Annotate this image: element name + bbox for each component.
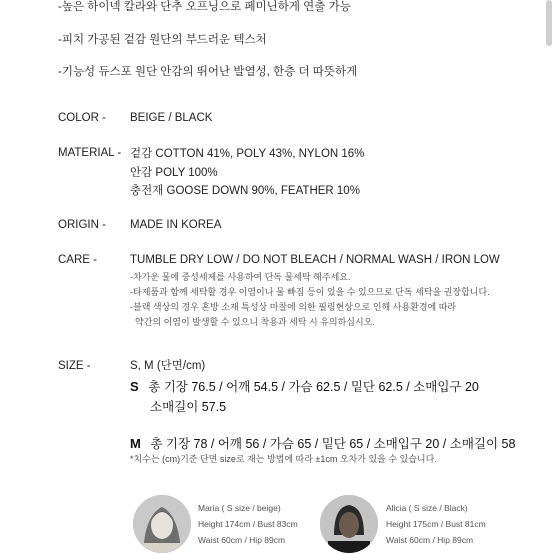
material-label: MATERIAL - (58, 147, 122, 159)
size-header: S, M (단면/cm) (130, 360, 206, 372)
color-value: BEIGE / BLACK (130, 112, 213, 124)
size-s-row (130, 377, 479, 395)
intro-line: -피치 가공된 겉감 원단의 부드러운 텍스처 (58, 34, 267, 46)
material-value (130, 145, 364, 201)
size-s-measurements: 총 기장 76.5 / 어깨 54.5 / 가슴 62.5 / 밑단 62.5 / 소매입구 20 (148, 380, 479, 394)
size-label: SIZE - (58, 360, 91, 372)
model-measurements: Height 175cm / Bust 81cm (386, 519, 486, 529)
care-note: -차가운 물에 중성세제를 사용하여 단독 물세탁 해주세요. (130, 272, 351, 282)
model-info-alicia (386, 500, 486, 548)
material-line: 안감 POLY 100% (130, 166, 218, 179)
model-photo-alicia (320, 495, 378, 553)
size-s-letter: S (130, 379, 139, 394)
material-line: 겉감 COTTON 41%, POLY 43%, NYLON 16% (130, 148, 365, 160)
model-info-maria (198, 500, 298, 548)
model-name: Maria ( S size / beige) (198, 503, 281, 513)
size-m-measurements: 총 기장 78 / 어깨 56 / 가슴 65 / 밑단 65 / 소매입구 20 / 소매길이 58 (150, 437, 516, 451)
care-note: -블랙 색상의 경우 혼방 소재 특성상 마찰에 의한 필링현상으로 인해 사용환경에 따라 (130, 302, 457, 312)
care-label: CARE - (58, 254, 97, 266)
size-m-row (130, 434, 515, 452)
care-note: 약간의 이염이 발생할 수 있으니 착용과 세탁 시 유의하십시오. (130, 317, 375, 327)
material-line: 충전재 GOOSE DOWN 90%, FEATHER 10% (130, 185, 360, 197)
model-measurements: Waist 60cm / Hip 89cm (198, 535, 286, 545)
model-photo-alicia-graphic (320, 495, 378, 553)
care-value: TUMBLE DRY LOW / DO NOT BLEACH / NORMAL WASH / IRON LOW (130, 254, 500, 266)
size-note: *치수는 (cm)기준 단면 size로 재는 방법에 따라 ±1cm 오차가 있을 수 있습니다. (130, 454, 437, 464)
intro-line: -기능성 듀스포 원단 안감의 뛰어난 발열성, 한층 더 따뜻하게 (58, 66, 358, 78)
origin-value: MADE IN KOREA (130, 219, 222, 231)
model-photo-maria (133, 495, 191, 553)
care-notes (130, 270, 490, 330)
scrollbar[interactable] (546, 0, 552, 46)
model-measurements: Height 174cm / Bust 83cm (198, 519, 298, 529)
origin-label: ORIGIN - (58, 219, 106, 231)
intro-line: -높은 하이넥 칼라와 단추 오프닝으로 페미닌하게 연출 가능 (58, 1, 351, 13)
model-photo-maria-graphic (133, 495, 191, 553)
care-note: -타제품과 함께 세탁할 경우 이염이나 물 빠짐 등이 있을 수 있으므로 단독 세탁을 권장합니다. (130, 287, 490, 297)
intro-text (58, 0, 358, 78)
color-label: COLOR - (58, 112, 106, 124)
model-name: Alicia ( S size / Black) (386, 503, 468, 513)
model-measurements: Waist 60cm / Hip 89cm (386, 535, 474, 545)
size-m-letter: M (130, 436, 141, 451)
size-s-sleeve: 소매길이 57.5 (150, 400, 227, 414)
